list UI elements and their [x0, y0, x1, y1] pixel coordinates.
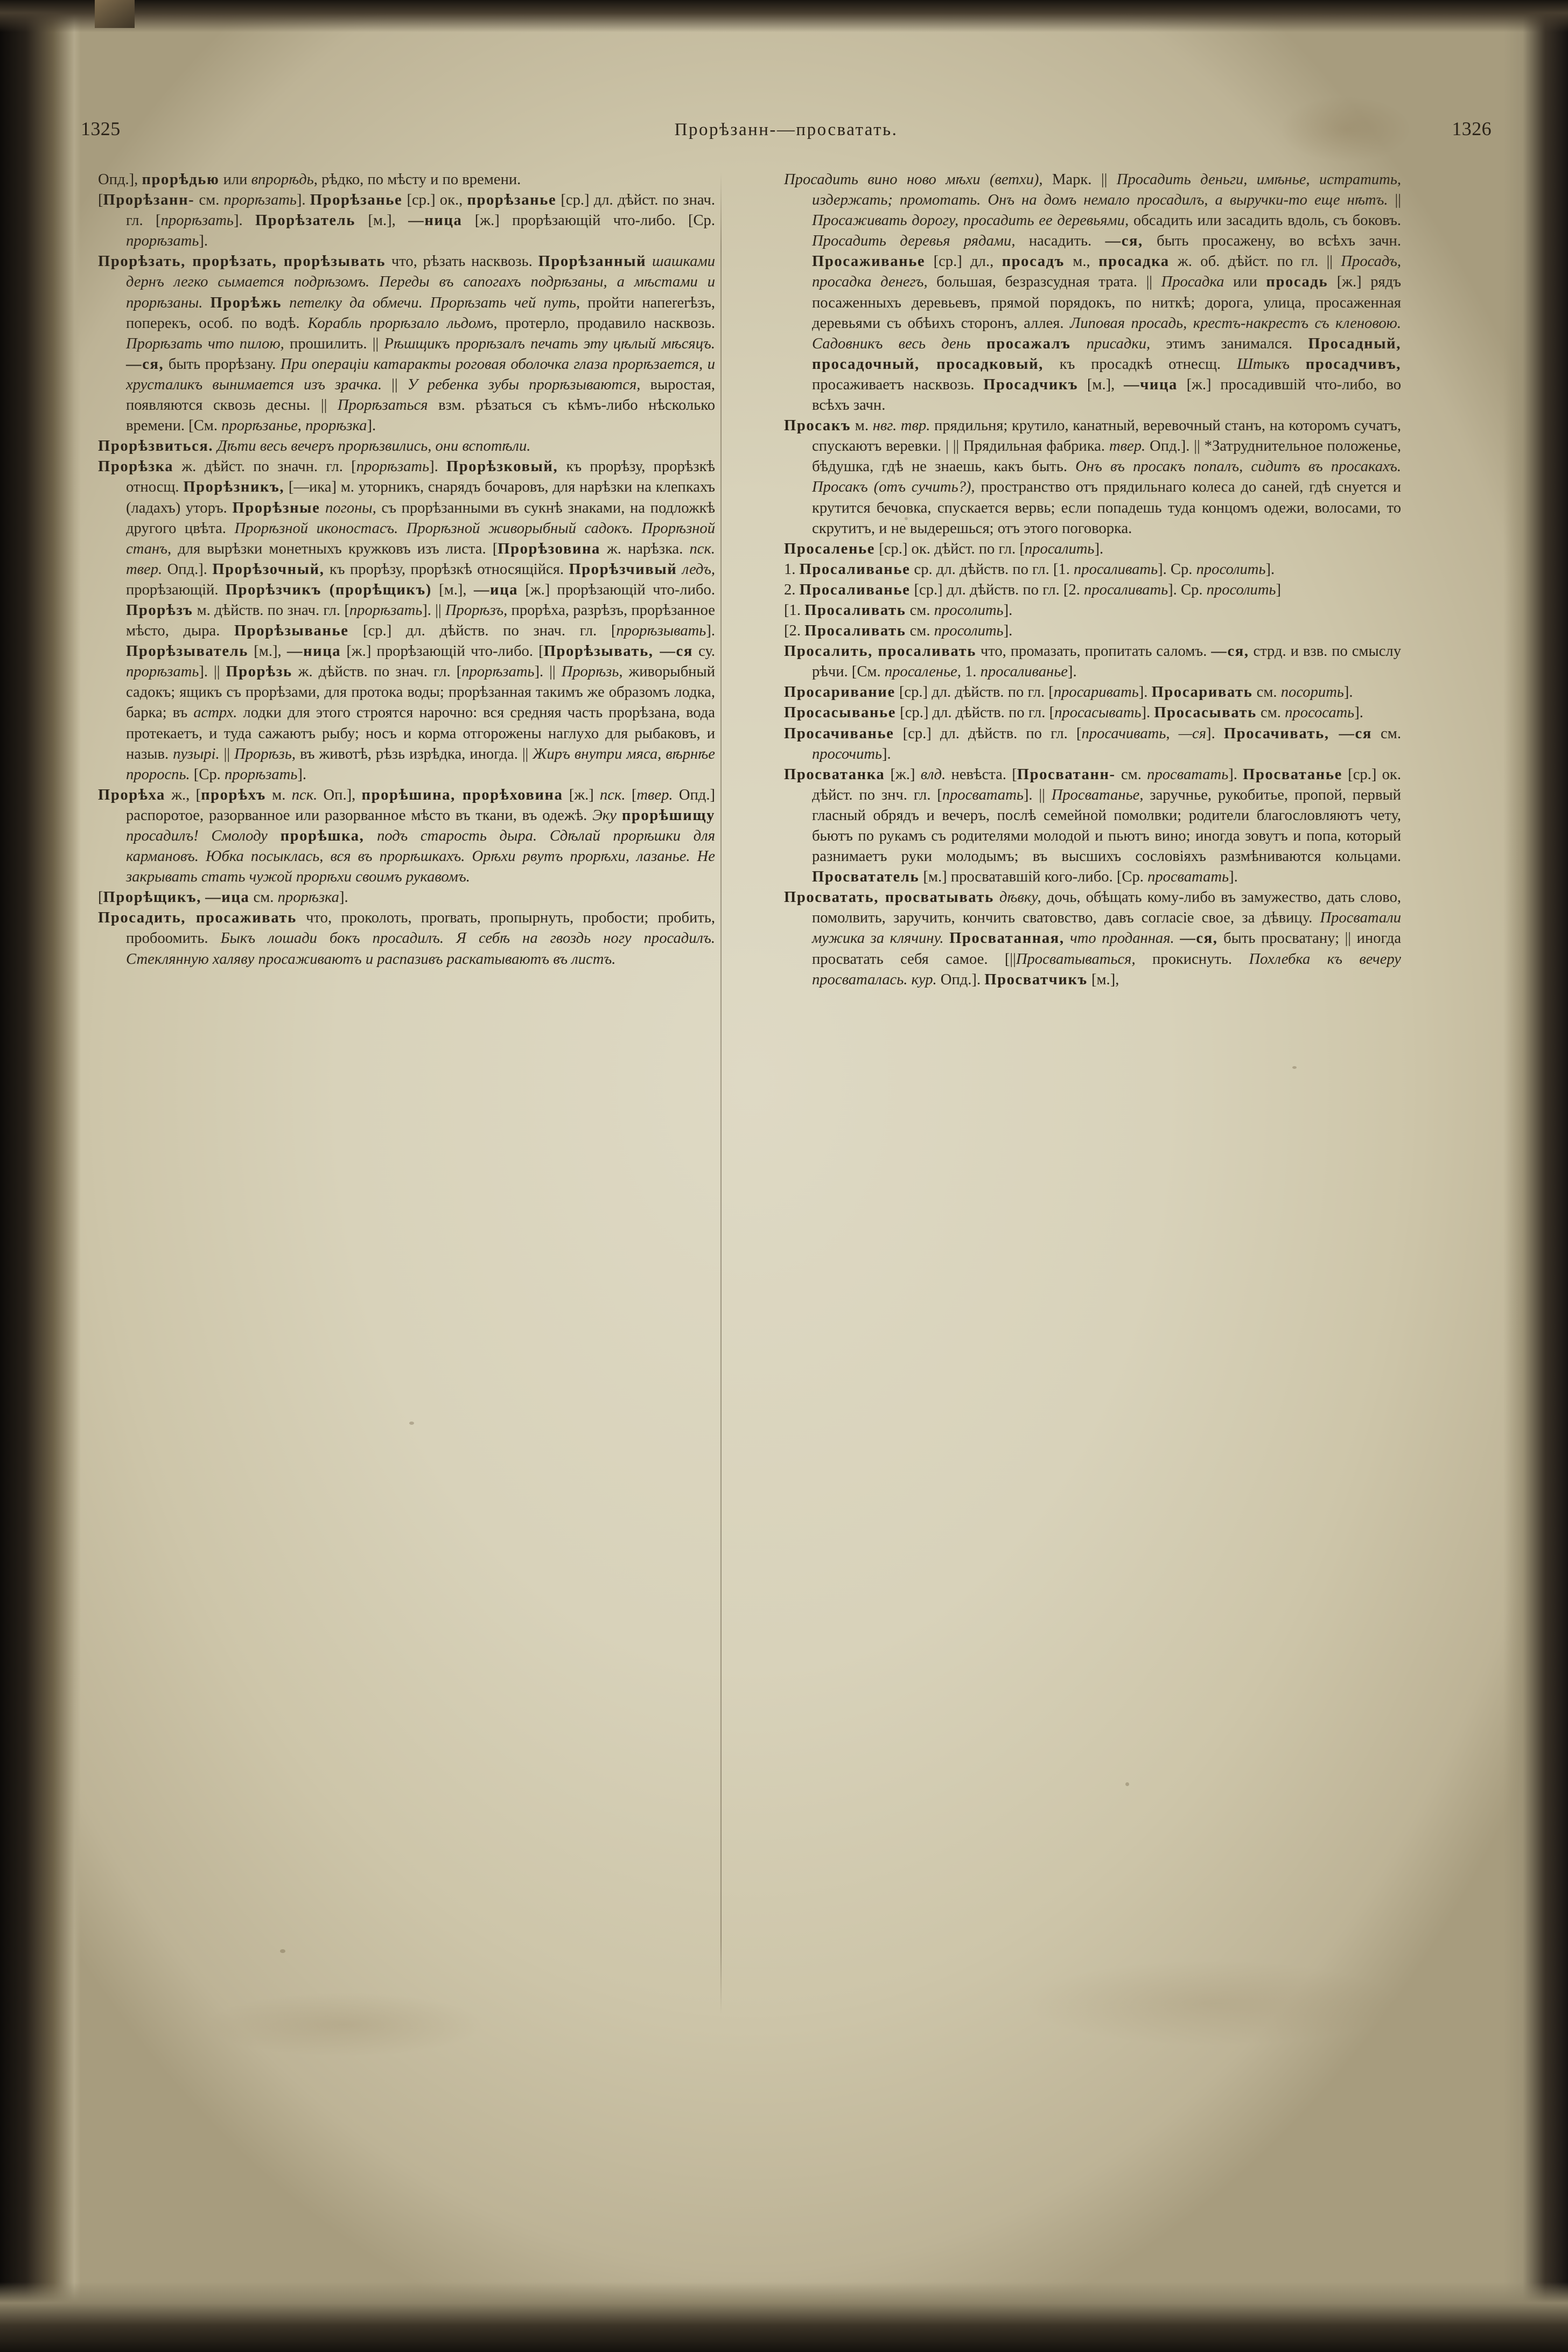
dictionary-entry: Прорѣзвиться. Дѣти весь вечеръ прорѣзвились, они вспотѣли.	[98, 438, 531, 455]
dictionary-entry: Просаривание [ср.] дл. дѣйств. по гл. [просаривать]. Просаривать см. посорить].	[784, 684, 1353, 701]
dictionary-entry: Просаленье [ср.] ок. дѣйст. по гл. [просалить].	[784, 540, 1104, 557]
dictionary-entry: Просалить, просаливать что, промазать, пропитать саломъ. —ся, стрд. и взв. по смыслу рѣчи. [См. просаленье, 1. просаливанье].	[784, 643, 1401, 681]
dictionary-entry: [Прорѣщикъ, —ица см. прорѣзка].	[98, 889, 348, 906]
dictionary-entry: Прорѣзка ж. дѣйст. по значн. гл. [прорѣзать]. Прорѣзковый, къ прорѣзу, прорѣзкѣ относщ. Прорѣзникъ, [—ика] м. уторникъ, снарядъ бочаровъ, для нарѣзки на клепкахъ (ладахъ) уторъ. Прорѣзные погоны, съ прорѣзанными въ сукнѣ знаками, на подложкѣ другого цвѣта. Прорѣзной иконостасъ. Прорѣзной живорыбный садокъ. Прорѣзной станъ, для вырѣзки монетныхъ кружковъ изъ листа. [Прорѣзовина ж. нарѣзка. пск. твер. Опд.]. Прорѣзочный, къ прорѣзу, прорѣзкѣ относящійся. Прорѣзчивый ледъ, прорѣзающій. Прорѣзчикъ (прорѣщикъ) [м.], —ица [ж.] прорѣзающій что-либо. Прорѣзъ м. дѣйств. по знач. гл. [прорѣзать]. || Прорѣзъ, прорѣха, разрѣзъ, прорѣзанное мѣсто, дыра. Прорѣзыванье [ср.] дл. дѣйств. по знач. гл. [прорѣзывать]. Прорѣзыватель [м.], —ница [ж.] прорѣзающій что-либо. [Прорѣзывать, —ся су. прорѣзать]. || Прорѣзь ж. дѣйств. по знач. гл. [прорѣзать]. || Прорѣзь, живорыбный садокъ; ящикъ съ прорѣзами, для протока воды; прорѣзанная такимъ же образомъ лодка, барка; въ астрх. лодки для этого строятся нарочно: вся средняя часть прорѣзана, вода протекаетъ, и туда сажаютъ рыбу; носъ и корма отгорожены наглухо для рыбаковъ, и назыв. пузырі. || Прорѣзь, въ животѣ, рѣзь изрѣдка, иногда. || Жиръ внутри мяса, вѣрнѣе пророспь. [Ср. прорѣзать].	[98, 458, 716, 783]
dictionary-entry: Просадить, просаживать что, проколоть, проrвать, пропырнуть, пробости; пробить, пробоомить. Быкъ лошади бокъ просадилъ. Я себѣ на гвоздь ногу просадилъ. Стеклянную халяву просаживаютъ и распазивъ раскатываютъ въ листъ.	[98, 909, 716, 968]
page-title: Прорѣзанн-—просватать.	[674, 120, 898, 139]
folio-right: 1326	[1452, 118, 1492, 139]
dictionary-entry: Просасыванье [ср.] дл. дѣйств. по гл. [просасывать]. Просасывать см. прососать].	[784, 704, 1363, 722]
dictionary-entry: [Прорѣзанн- см. прорѣзать]. Прорѣзанье [ср.] ок., прорѣзанье [ср.] дл. дѣйст. по знач. гл. [прорѣзать]. Прорѣзатель [м.], —ница [ж.] прорѣзающій что-либо. [Ср. прорѣзать].	[98, 192, 715, 250]
dictionary-entry: Просватанка [ж.] влд. невѣста. [Просватанн- см. просватать]. Просватанье [ср.] ок. дѣйст. по знч. гл. [просватать]. || Просватанье, заручнье, рукобитье, пропой, первый гласный обрядъ и вечеръ, послѣ семейной помолвки; родители благословляютъ чету, бьютъ по рукамъ съ родителями молодой и пьютъ вино; иногда зовутъ и попа, который разнимаетъ руки молодымъ; въ высшихъ сословіяхъ размѣниваются кольцами. Просвататель [м.] просватавшій кого-либо. [Ср. просватать].	[784, 766, 1401, 886]
dictionary-entry: 2. Просаливанье [ср.] дл. дѣйств. по гл. [2. просаливать]. Ср. просолить]	[784, 581, 1282, 598]
dictionary-entry: Прорѣха ж., [прорѣхъ м. пск. Оп.], прорѣшина, прорѣховина [ж.] пск. [твер. Опд.] распоротое, разорванное или разорванное мѣсто въ ткани, въ одежѣ. Эку прорѣшищу просадилъ! Смолоду прорѣшка, подъ старость дыра. Сдѣлай прорѣшки для кармановъ. Юбка посыклась, вся въ прорѣшкахъ. Орѣхи рвутъ прорѣхи, лазанье. Не закрывать стать чужой прорѣхи своимъ рукавомъ.	[98, 786, 716, 886]
text-body	[98, 170, 1509, 2017]
left-column	[98, 170, 737, 2017]
page-bottom-edge-shadow	[0, 2282, 1568, 2352]
folio-left: 1325	[81, 118, 121, 139]
column-divider	[720, 172, 722, 2014]
running-head	[81, 117, 1492, 140]
dictionary-entry: Просадить вино ново мѣхи (ветхи), Марк. || Просадить деньги, имѣнье, истратить, издержать; промотать. Онъ на домъ немало просадилъ, а выручки-то еще нѣтъ. || Просаживать дорогу, просадить ее деревьями, обсадить или засадить вдоль, съ боковъ. Просадить деревья рядами, насадить. —ся, быть просажену, во всѣхъ зачн. Просаживанье [ср.] дл., просадъ м., просадка ж. об. дѣйст. по гл. || Просадъ, просадка денегъ, большая, безразсудная трата. || Просадка или просадь [ж.] рядъ посаженныхъ деревьевъ, прямой порядокъ, по ниткѣ; дорога, улица, просаженная деревьями съ обѣихъ сторонъ, аллея. Липовая просадь, крестъ-накрестъ съ кленовою. Садовникъ весь день просажалъ присадки, этимъ занимался. Просадный, просадочный, просадковый, къ просадкѣ отнесщ. Штыкъ просадчивъ, просаживаетъ насквозь. Просадчикъ [м.], —чица [ж.] просадившій что-либо, во всѣхъ зачн.	[784, 171, 1402, 414]
page-top-edge-shadow	[0, 0, 1568, 32]
dictionary-entry: Прорѣзать, прорѣзать, прорѣзывать что, рѣзать насквозь. Прорѣзанный шашками дернъ легко сымается подрѣзомъ. Переды въ сапогахъ подрѣзаны, а мѣстами и прорѣзаны. Прорѣжь петелку да обмечи. Прорѣзать чей путь, пройти напererѣзъ, поперекъ, особ. по водѣ. Корабль прорѣзало льдомъ, протерло, продавило насквозь. Прорѣзать что пилою, прошилить. || Рѣшщикъ прорѣзалъ печать эту цѣлый мѣсяцъ. —ся, быть прорѣзану. При операціи катаракты роговая оболочка глаза прорѣзается, и хрусталикъ вынимается изъ зрачка. || У ребенка зубы прорѣзываются, выростая, появляются сквозь десны. || Прорѣзаться взм. рѣзаться съ кѣмъ-либо нѣсколько времени. [См. прорѣзанье, прорѣзка].	[98, 253, 715, 435]
right-column	[784, 170, 1401, 2017]
dictionary-entry: [2. Просаливать см. просолить].	[784, 622, 1013, 640]
dictionary-entry: [1. Просаливать см. просолить].	[784, 601, 1013, 619]
dictionary-entry: Просватать, просватывать дѣвку, дочь, обѣщать кому-либо въ замужество, дать слово, помолвить, заручить, кончить сватовство, давъ согласіе свое, за дѣвицу. Просватали мужика за клячину. Просватанная, что проданная. —ся, быть просватану; || иногда просватать себя самое. [||Просватываться, прокиснуть. Похлебка къ вечеру просваталась. кур. Опд.]. Просватчикъ [м.],	[784, 889, 1402, 988]
page-corner-artifact	[95, 0, 135, 28]
dictionary-entry: Просачиванье [ср.] дл. дѣйств. по гл. [просачивать, —ся]. Просачивать, —ся см. просочить].	[784, 725, 1401, 762]
dictionary-entry: Опд.], прорѣдью или впрорѣдь, рѣдко, по мѣсту и по времени.	[98, 171, 521, 188]
dictionary-entry: 1. Просаливанье ср. дл. дѣйств. по гл. [1. просаливать]. Ср. просолить].	[784, 561, 1275, 578]
dictionary-entry: Просакъ м. нвг. твр. прядильня; крутило, канатный, веревочный станъ, на которомъ сучатъ, спускаютъ веревки. | || Прядильная фабрика. твер. Опд.]. || *Затруднительное положенье, бѣдушка, гдѣ не знаешь, какъ быть. Онъ въ просакъ попалъ, сидитъ въ просакахъ. Просакъ (отъ сучить?), пространство отъ прядильнаго колеса до саней, гдѣ снуется и крутится бечовка, спускается вервь; если попадешь туда концомъ одежи, волосами, то скрутитъ, и не выдерешься; отъ этого поговорка.	[784, 417, 1402, 537]
